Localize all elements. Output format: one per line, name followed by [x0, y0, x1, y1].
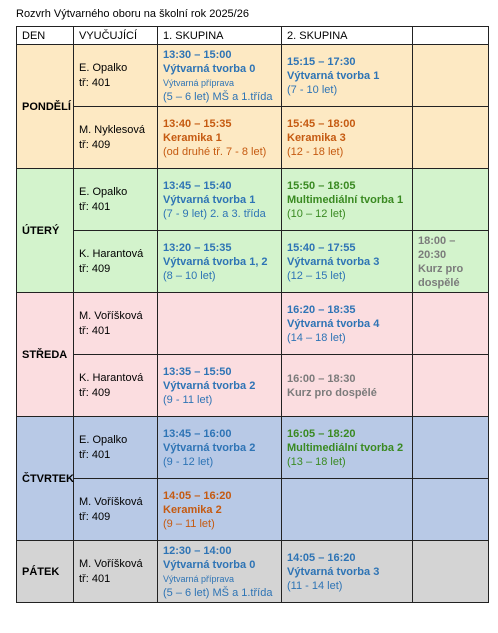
- teacher-room: tř: 409: [79, 262, 111, 275]
- day-friday: PÁTEK: [17, 541, 74, 603]
- teacher-name: E. Opalko: [79, 185, 128, 198]
- lesson-course: Výtvarná tvorba 0: [163, 558, 256, 571]
- group-2-cell: [282, 293, 413, 355]
- teacher-name: K. Harantová: [79, 371, 144, 384]
- lesson-age: (od druhé tř. 7 - 8 let): [163, 145, 267, 158]
- lesson-age: (7 - 9 let) 2. a 3. třída: [163, 207, 266, 220]
- teacher-room: tř: 401: [79, 200, 111, 213]
- lesson-age: (5 – 6 let) MŠ a 1.třída: [163, 90, 273, 103]
- extra-cell: [413, 479, 489, 541]
- group-2-cell: [282, 355, 413, 417]
- group-1-cell: [158, 355, 282, 417]
- group-1-cell: [158, 479, 282, 541]
- group-2-cell: [282, 417, 413, 479]
- group-1-cell: [158, 293, 282, 355]
- teacher-cell: [74, 293, 158, 355]
- lesson-course: Výtvarná tvorba 1: [287, 69, 380, 82]
- teacher-room: tř: 409: [79, 386, 111, 399]
- teacher-name: E. Opalko: [79, 433, 128, 446]
- teacher-cell: [74, 107, 158, 169]
- header-row: [17, 27, 489, 45]
- lesson-time: 16:05 – 18:20: [287, 427, 356, 440]
- lesson-time: 15:45 – 18:00: [287, 117, 356, 130]
- teacher-cell: [74, 417, 158, 479]
- day-tuesday: ÚTERÝ: [17, 169, 74, 293]
- teacher-room: tř: 401: [79, 324, 111, 337]
- lesson-time: 13:45 – 15:40: [163, 179, 232, 192]
- group-2-cell: [282, 541, 413, 603]
- page-title: Rozvrh Výtvarného oboru na školní rok 2025/26: [16, 8, 249, 20]
- teacher-room: tř: 401: [79, 572, 111, 585]
- table-row: [17, 417, 489, 479]
- lesson-time: 13:20 – 15:35: [163, 241, 232, 254]
- group-2-cell: [282, 479, 413, 541]
- group-1-cell: [158, 541, 282, 603]
- group-1-cell: [158, 107, 282, 169]
- header-extra: [413, 27, 489, 45]
- extra-course-line1: Kurz pro: [418, 262, 464, 275]
- lesson-time: 13:40 – 15:35: [163, 117, 232, 130]
- lesson-age: (10 – 12 let): [287, 207, 346, 220]
- extra-cell: [413, 45, 489, 107]
- day-thursday: ČTVRTEK: [17, 417, 74, 541]
- teacher-name: M. Voříšková: [79, 309, 143, 322]
- lesson-time: 13:30 – 15:00: [163, 48, 232, 61]
- lesson-course: Výtvarná tvorba 2: [163, 379, 256, 392]
- lesson-note: Výtvarná příprava: [163, 573, 235, 584]
- teacher-room: tř: 401: [79, 448, 111, 461]
- lesson-course: Keramika 2: [163, 503, 222, 516]
- lesson-time: 15:50 – 18:05: [287, 179, 356, 192]
- group-1-cell: [158, 45, 282, 107]
- lesson-note: Výtvarná příprava: [163, 77, 235, 88]
- extra-cell: [413, 293, 489, 355]
- table-row: [17, 479, 489, 541]
- extra-course-line2: dospělé: [418, 276, 460, 289]
- schedule-table: [16, 26, 489, 603]
- lesson-time: 14:05 – 16:20: [287, 551, 356, 564]
- lesson-age: (13 – 18 let): [287, 455, 346, 468]
- teacher-name: M. Voříšková: [79, 495, 143, 508]
- lesson-age: (12 – 15 let): [287, 269, 346, 282]
- group-2-cell: [282, 169, 413, 231]
- teacher-cell: [74, 169, 158, 231]
- lesson-course: Výtvarná tvorba 1, 2: [163, 255, 268, 268]
- teacher-name: M. Nyklesová: [79, 123, 146, 136]
- day-monday: PONDĚLÍ: [17, 45, 74, 169]
- table-row: [17, 45, 489, 107]
- lesson-course: Keramika 1: [163, 131, 222, 144]
- extra-cell: [413, 107, 489, 169]
- lesson-time: 14:05 – 16:20: [163, 489, 232, 502]
- teacher-cell: [74, 231, 158, 293]
- group-2-cell: [282, 107, 413, 169]
- lesson-time: 15:40 – 17:55: [287, 241, 356, 254]
- table-row: [17, 355, 489, 417]
- teacher-name: K. Harantová: [79, 247, 144, 260]
- lesson-age: (12 - 18 let): [287, 145, 344, 158]
- group-1-cell: [158, 417, 282, 479]
- extra-cell: [413, 541, 489, 603]
- extra-time-end: 20:30: [418, 248, 447, 261]
- lesson-course: Výtvarná tvorba 4: [287, 317, 380, 330]
- teacher-name: E. Opalko: [79, 61, 128, 74]
- teacher-room: tř: 409: [79, 138, 111, 151]
- extra-time-start: 18:00 –: [418, 234, 456, 247]
- lesson-course: Keramika 3: [287, 131, 346, 144]
- lesson-age: (5 – 6 let) MŠ a 1.třída: [163, 586, 273, 599]
- table-row: [17, 231, 489, 293]
- extra-cell: [413, 169, 489, 231]
- teacher-cell: [74, 45, 158, 107]
- lesson-course: Výtvarná tvorba 3: [287, 565, 380, 578]
- header-teacher: VYUČUJÍCÍ: [74, 27, 158, 45]
- lesson-age: (7 - 10 let): [287, 83, 338, 96]
- lesson-age: (9 - 11 let): [163, 393, 213, 406]
- lesson-age: (8 – 10 let): [163, 269, 216, 282]
- lesson-time: 13:45 – 16:00: [163, 427, 232, 440]
- lesson-course: Výtvarná tvorba 3: [287, 255, 380, 268]
- lesson-age: (14 – 18 let): [287, 331, 346, 344]
- lesson-age: (9 – 11 let): [163, 517, 215, 530]
- header-group-1: 1. SKUPINA: [158, 27, 282, 45]
- teacher-cell: [74, 541, 158, 603]
- lesson-course: Výtvarná tvorba 0: [163, 62, 256, 75]
- header-group-2: 2. SKUPINA: [282, 27, 413, 45]
- header-day: DEN: [17, 27, 74, 45]
- table-row: [17, 541, 489, 603]
- group-1-cell: [158, 231, 282, 293]
- teacher-room: tř: 409: [79, 510, 111, 523]
- lesson-course: Výtvarná tvorba 1: [163, 193, 256, 206]
- table-row: [17, 169, 489, 231]
- teacher-cell: [74, 355, 158, 417]
- teacher-name: M. Voříšková: [79, 557, 143, 570]
- lesson-time: 15:15 – 17:30: [287, 55, 356, 68]
- table-row: [17, 107, 489, 169]
- lesson-time: 12:30 – 14:00: [163, 544, 232, 557]
- lesson-time: 16:20 – 18:35: [287, 303, 356, 316]
- lesson-course: Multimediální tvorba 1: [287, 193, 404, 206]
- lesson-age: (9 - 12 let): [163, 455, 214, 468]
- table-row: [17, 293, 489, 355]
- extra-cell: [413, 231, 489, 293]
- teacher-cell: [74, 479, 158, 541]
- extra-cell: [413, 355, 489, 417]
- day-wednesday: STŘEDA: [17, 293, 74, 417]
- group-2-cell: [282, 231, 413, 293]
- lesson-course: Výtvarná tvorba 2: [163, 441, 256, 454]
- lesson-course: Kurz pro dospělé: [287, 386, 377, 399]
- lesson-time: 16:00 – 18:30: [287, 372, 356, 385]
- group-2-cell: [282, 45, 413, 107]
- extra-cell: [413, 417, 489, 479]
- lesson-time: 13:35 – 15:50: [163, 365, 232, 378]
- group-1-cell: [158, 169, 282, 231]
- lesson-course: Multimediální tvorba 2: [287, 441, 404, 454]
- lesson-age: (11 - 14 let): [287, 579, 343, 592]
- teacher-room: tř: 401: [79, 76, 111, 89]
